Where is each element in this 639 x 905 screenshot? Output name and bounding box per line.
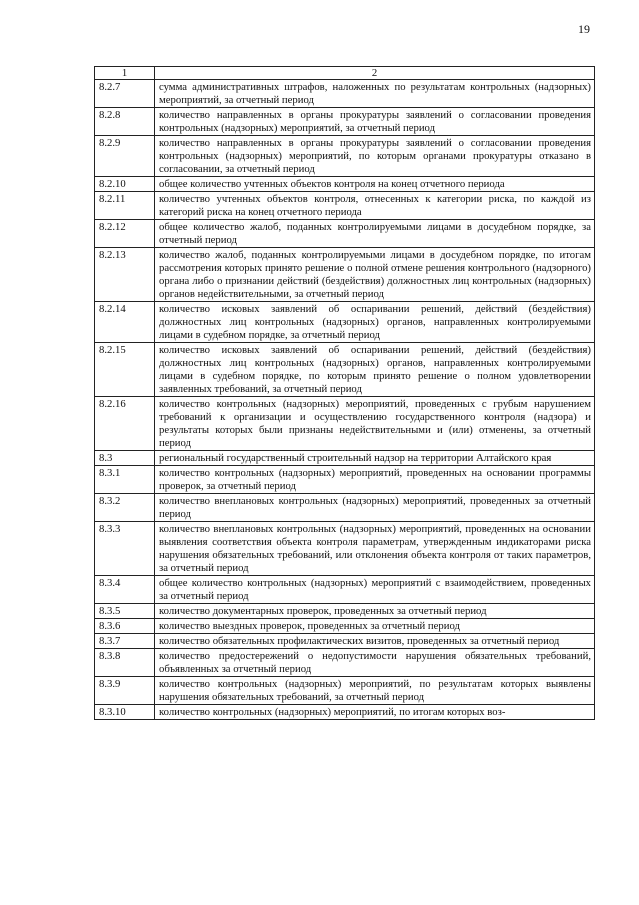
table-row <box>95 136 595 177</box>
table-row <box>95 649 595 677</box>
table-row <box>95 220 595 248</box>
row-text: количество направленных в органы прокуратуры заявлений о согласовании проведения контрольных (надзорных) мероприятий, по которым органами прокуратуры отказано в согласовании, за отчетный период <box>155 136 595 177</box>
table-row <box>95 619 595 634</box>
table-row <box>95 108 595 136</box>
row-number: 8.3.8 <box>95 649 155 677</box>
row-text: общее количество учтенных объектов контроля на конец отчетного периода <box>155 177 595 192</box>
table-row <box>95 522 595 576</box>
row-text: количество контрольных (надзорных) мероприятий, проведенных с грубым нарушением требований к организации и осуществлению государственного контроля (надзора) и результаты которых были признаны недействительными и (или) отменены, за отчетный период <box>155 397 595 451</box>
row-text: количество обязательных профилактических визитов, проведенных за отчетный период <box>155 634 595 649</box>
row-number: 8.2.14 <box>95 302 155 343</box>
row-number: 8.3.5 <box>95 604 155 619</box>
row-number: 8.2.11 <box>95 192 155 220</box>
table-row <box>95 576 595 604</box>
table-row <box>95 677 595 705</box>
table-header-row <box>95 67 595 80</box>
row-number: 8.3.1 <box>95 466 155 494</box>
table-row <box>95 397 595 451</box>
row-text: количество внеплановых контрольных (надзорных) мероприятий, проведенных за отчетный период <box>155 494 595 522</box>
row-number: 8.3.6 <box>95 619 155 634</box>
row-text: количество исковых заявлений об оспаривании решений, действий (бездействия) должностных лиц контрольных (надзорных) органов, направленных контролируемыми лицами в судебном порядке, по которым принято решение о полном удовлетворении заявленных требований, за отчетный период <box>155 343 595 397</box>
row-text: сумма административных штрафов, наложенных по результатам контрольных (надзорных) мероприятий, за отчетный период <box>155 80 595 108</box>
page-number: 19 <box>578 22 590 36</box>
row-number: 8.2.13 <box>95 248 155 302</box>
row-text: региональный государственный строительный надзор на территории Алтайского края <box>155 451 595 466</box>
table-row <box>95 604 595 619</box>
row-text: количество контрольных (надзорных) мероприятий, по результатам которых выявлены нарушения обязательных требований, за отчетный период <box>155 677 595 705</box>
indicators-table <box>94 66 595 720</box>
row-number: 8.3 <box>95 451 155 466</box>
row-number: 8.3.10 <box>95 705 155 720</box>
row-number: 8.3.4 <box>95 576 155 604</box>
row-number: 8.2.16 <box>95 397 155 451</box>
row-text: количество внеплановых контрольных (надзорных) мероприятий, проведенных на основании выявления соответствия объекта контроля параметрам, утвержденным индикаторами риска нарушения обязательных требований, или отклонения объекта контроля от таких параметров, за отчетный период <box>155 522 595 576</box>
table-row <box>95 451 595 466</box>
column-header-text: 2 <box>155 67 595 80</box>
row-number: 8.2.12 <box>95 220 155 248</box>
row-number: 8.2.7 <box>95 80 155 108</box>
row-number: 8.3.2 <box>95 494 155 522</box>
table-row <box>95 248 595 302</box>
row-text: количество документарных проверок, проведенных за отчетный период <box>155 604 595 619</box>
row-number: 8.2.10 <box>95 177 155 192</box>
row-number: 8.3.7 <box>95 634 155 649</box>
table-row <box>95 80 595 108</box>
row-text: общее количество контрольных (надзорных) мероприятий с взаимодействием, проведенных за отчетный период <box>155 576 595 604</box>
row-text: количество учтенных объектов контроля, отнесенных к категории риска, по каждой из категорий риска на конец отчетного периода <box>155 192 595 220</box>
table-row <box>95 705 595 720</box>
row-number: 8.2.9 <box>95 136 155 177</box>
row-text: количество контрольных (надзорных) мероприятий, проведенных на основании программы проверок, за отчетный период <box>155 466 595 494</box>
table-row <box>95 634 595 649</box>
row-text: количество предостережений о недопустимости нарушения обязательных требований, объявленных за отчетный период <box>155 649 595 677</box>
table-row <box>95 177 595 192</box>
row-number: 8.2.8 <box>95 108 155 136</box>
table-row <box>95 192 595 220</box>
row-text: количество направленных в органы прокуратуры заявлений о согласовании проведения контрольных (надзорных) мероприятий, за отчетный период <box>155 108 595 136</box>
column-header-number: 1 <box>95 67 155 80</box>
row-number: 8.3.9 <box>95 677 155 705</box>
row-number: 8.2.15 <box>95 343 155 397</box>
table-row <box>95 343 595 397</box>
row-text: количество жалоб, поданных контролируемыми лицами в досудебном порядке, по итогам рассмотрения которых принято решение о полной отмене решения контрольного (надзорного) органа либо о признании действий (бездействия) должностных лиц контрольных (надзорных) органов недействительными, за отчетный период <box>155 248 595 302</box>
row-number: 8.3.3 <box>95 522 155 576</box>
row-text: количество выездных проверок, проведенных за отчетный период <box>155 619 595 634</box>
table-row <box>95 494 595 522</box>
row-text: количество исковых заявлений об оспаривании решений, действий (бездействия) должностных лиц контрольных (надзорных) органов, направленных контролируемыми лицами в судебном порядке, за отчетный период <box>155 302 595 343</box>
table-row <box>95 302 595 343</box>
row-text: общее количество жалоб, поданных контролируемыми лицами в досудебном порядке, за отчетный период <box>155 220 595 248</box>
row-text: количество контрольных (надзорных) мероприятий, по итогам которых воз- <box>155 705 595 720</box>
table-row <box>95 466 595 494</box>
